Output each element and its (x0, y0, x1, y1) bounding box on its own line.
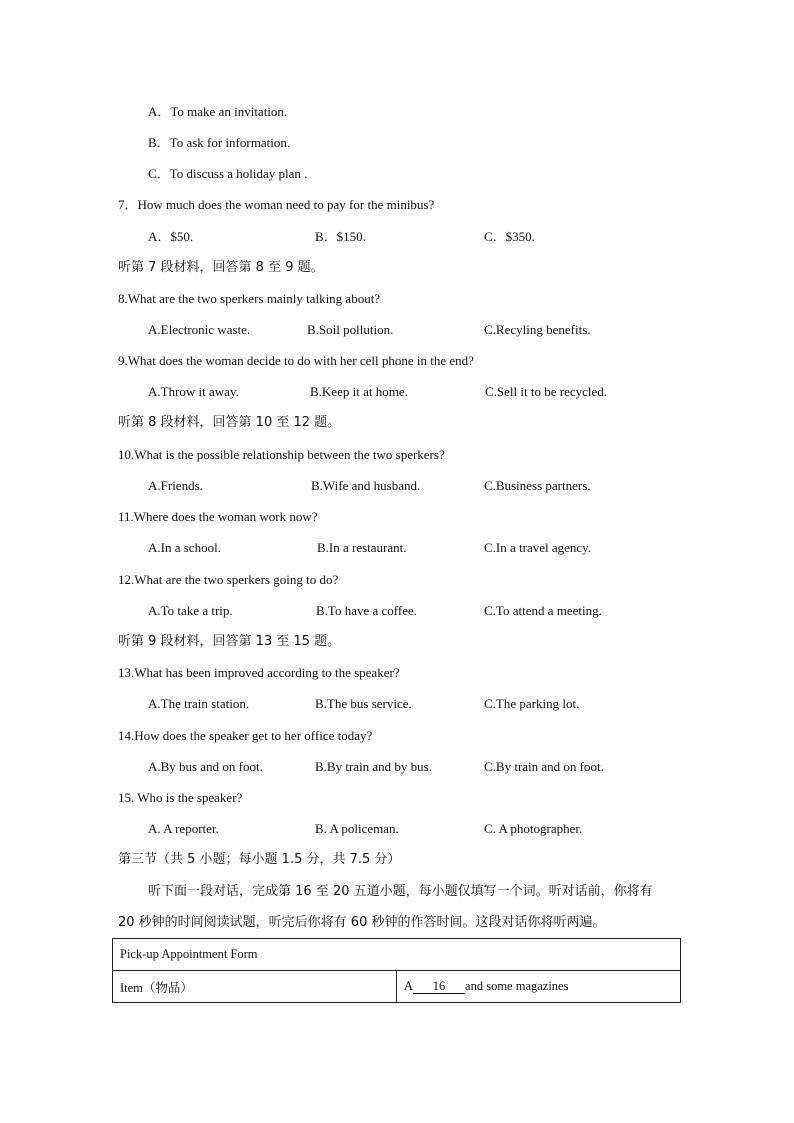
q9-question: 9.What does the woman decide to do with her cell phone in the end? (118, 353, 474, 368)
q12-question: 12.What are the two sperkers going to do? (118, 572, 339, 587)
q13-option-a: A.The train station. (148, 696, 250, 711)
q10-option-b: B.Wife and husband. (311, 478, 421, 493)
q13-option-c: C.The parking lot. (484, 696, 580, 711)
q10-option-c: C.Business partners. (484, 478, 591, 493)
form-title: Pick-up Appointment Form (113, 939, 681, 971)
answer-blank-16[interactable]: 16 (413, 979, 465, 994)
q11-option-a: A.In a school. (148, 540, 221, 555)
q15-option-b: B. A policeman. (315, 821, 399, 836)
pickup-appointment-form (112, 938, 681, 1003)
section-8-heading: 听第 8 段材料，回答第 10 至 12 题。 (118, 415, 341, 430)
q6-option-b: B．To ask for information. (148, 135, 291, 150)
q14-option-a: A.By bus and on foot. (148, 759, 263, 774)
part-3-instructions-line-2: 20 秒钟的时间阅读试题，听完后你将有 60 秒钟的作答时间。这段对话你将听两遍。 (118, 915, 606, 930)
q14-options (0, 759, 794, 775)
q9-option-b: B.Keep it at home. (310, 384, 408, 399)
q14-question: 14.How does the speaker get to her office today? (118, 728, 373, 743)
q7-option-b: B．$150. (315, 229, 366, 244)
q13-option-b: B.The bus service. (315, 696, 412, 711)
form-item-prefix: A (404, 979, 414, 993)
q6-option-a: A．To make an invitation. (148, 104, 288, 119)
q15-question: 15. Who is the speaker? (118, 790, 243, 805)
form-title-row (113, 939, 681, 971)
q8-option-b: B.Soil pollution. (307, 322, 394, 337)
q12-option-a: A.To take a trip. (148, 603, 233, 618)
q8-option-c: C.Recyling benefits. (484, 322, 591, 337)
q9-options (0, 384, 794, 400)
q11-option-b: B.In a restaurant. (317, 540, 407, 555)
form-item-row (113, 971, 681, 1003)
q12-option-c: C.To attend a meeting. (484, 603, 602, 618)
q10-options (0, 478, 794, 494)
q9-option-c: C.Sell it to be recycled. (485, 384, 608, 399)
q11-options (0, 540, 794, 556)
q13-options (0, 696, 794, 712)
q10-option-a: A.Friends. (148, 478, 203, 493)
form-item-label: Item（物品） (113, 971, 397, 1003)
q7-option-a: A．$50. (148, 229, 194, 244)
part-3-instructions-line-1: 听下面一段对话，完成第 16 至 20 五道小题，每小题仅填写一个词。听对话前，你将有 (148, 884, 653, 899)
part-3-heading: 第三节（共 5 小题；每小题 1.5 分，共 7.5 分） (118, 852, 401, 867)
q9-option-a: A.Throw it away. (148, 384, 239, 399)
q7-options (0, 229, 794, 245)
q15-options (0, 821, 794, 837)
q6-option-c: C．To discuss a holiday plan . (148, 166, 308, 181)
q13-question: 13.What has been improved according to the speaker? (118, 665, 400, 680)
q14-option-b: B.By train and by bus. (315, 759, 432, 774)
section-9-heading: 听第 9 段材料，回答第 13 至 15 题。 (118, 634, 341, 649)
q8-question: 8.What are the two sperkers mainly talking about? (118, 291, 381, 306)
q15-option-a: A. A reporter. (148, 821, 219, 836)
q12-option-b: B.To have a coffee. (316, 603, 417, 618)
q12-options (0, 603, 794, 619)
q14-option-c: C.By train and on foot. (484, 759, 604, 774)
q8-options (0, 322, 794, 338)
form-item-suffix: and some magazines (465, 979, 569, 993)
q7-question: 7．How much does the woman need to pay for the minibus? (118, 197, 435, 212)
q11-option-c: C.In a travel agency. (484, 540, 592, 555)
q8-option-a: A.Electronic waste. (148, 322, 251, 337)
q11-question: 11.Where does the woman work now? (118, 509, 318, 524)
q10-question: 10.What is the possible relationship between the two sperkers? (118, 447, 445, 462)
form-item-value (397, 971, 681, 1003)
section-7-heading: 听第 7 段材料，回答第 8 至 9 题。 (118, 260, 324, 275)
q7-option-c: C．$350. (484, 229, 535, 244)
q15-option-c: C. A photographer. (484, 821, 583, 836)
